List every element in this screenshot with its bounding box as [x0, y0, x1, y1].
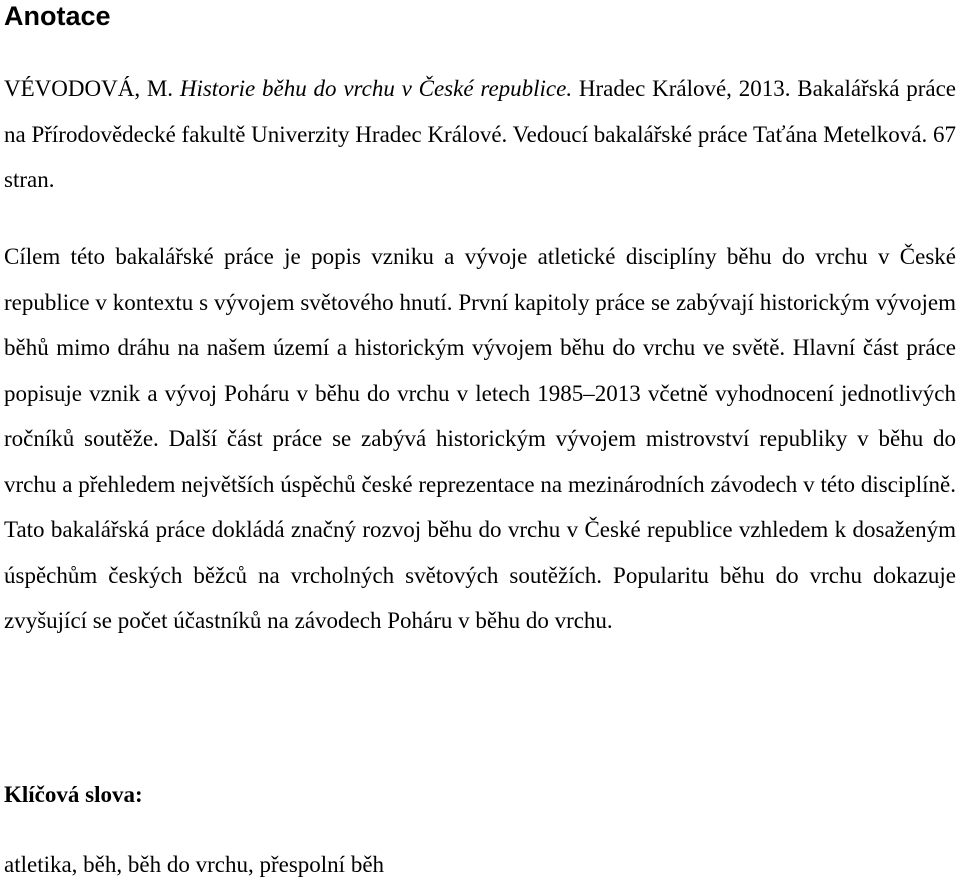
- citation-authors: VÉVODOVÁ, M.: [4, 76, 180, 101]
- keywords-heading: Klíčová slova:: [4, 782, 143, 807]
- citation-paragraph: [4, 66, 956, 203]
- keywords-list: atletika, běh, běh do vrchu, přespolní běh: [4, 852, 385, 877]
- citation-details: Hradec Králové, 2013. Bakalářská práce na Přírodovědecké fakultě Univerzity Hradec Králové. Vedoucí bakalářské práce Taťána Metelková. 67 stran.: [4, 76, 956, 192]
- citation-title: Historie běhu do vrchu v České republice.: [179, 76, 573, 101]
- page-heading: Anotace: [4, 1, 111, 31]
- abstract-paragraph: Cílem této bakalářské práce je popis vzniku a vývoje atletické disciplíny běhu do vrchu v České republice v kontextu s vývojem světového hnutí. První kapitoly práce se zabývají historickým vývojem běhů mimo dráhu na našem území a historickým vývojem běhu do vrchu ve světě. Hlavní část práce popisuje vznik a vývoj Poháru v běhu do vrchu v letech 1985–2013 včetně vyhodnocení jednotlivých ročníků soutěže. Další část práce se zabývá historickým vývojem mistrovství republiky v běhu do vrchu a přehledem největších úspěchů české reprezentace na mezinárodních závodech v této disciplíně. Tato bakalářská práce dokládá značný rozvoj běhu do vrchu v České republice vzhledem k dosaženým úspěchům českých běžců na vrcholných světových soutěžích. Popularitu běhu do vrchu dokazuje zvyšující se počet účastníků na závodech Poháru v běhu do vrchu.: [4, 244, 956, 633]
